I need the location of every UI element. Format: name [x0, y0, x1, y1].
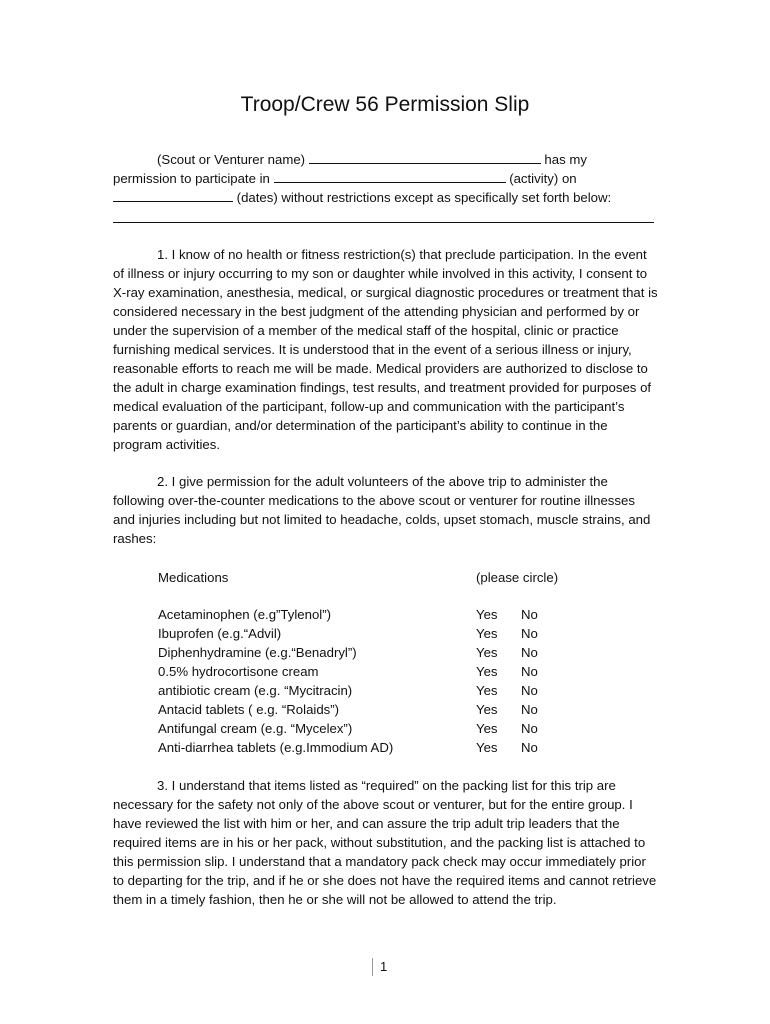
medication-row: [158, 605, 578, 624]
paragraph-2-text: 2. I give permission for the adult volunteers of the above trip to administer the following over-the-counter medications to the above scout or venturer for routine illnesses and injuries including but not limited to headache, colds, upset stomach, muscle strains, and rashes:: [113, 474, 651, 546]
medication-name: antibiotic cream (e.g. “Mycitracin): [158, 683, 353, 698]
no-option[interactable]: No: [521, 645, 538, 660]
medication-row: [158, 662, 578, 681]
please-circle-header: (please circle): [476, 570, 559, 585]
no-option[interactable]: No: [521, 721, 538, 736]
medication-row: [158, 719, 578, 738]
medication-row: [158, 643, 578, 662]
yes-option[interactable]: Yes: [476, 683, 498, 698]
medications-header: Medications: [158, 570, 229, 585]
no-option[interactable]: No: [521, 683, 538, 698]
scout-name-label: (Scout or Venturer name): [157, 152, 306, 167]
yes-option[interactable]: Yes: [476, 607, 498, 622]
no-option[interactable]: No: [521, 607, 538, 622]
dates-label: (dates) without restrictions except as specifically set forth below:: [236, 190, 612, 205]
yes-option[interactable]: Yes: [476, 664, 498, 679]
paragraph-2: [113, 472, 658, 548]
yes-option[interactable]: Yes: [476, 626, 498, 641]
yes-option[interactable]: Yes: [476, 702, 498, 717]
page-title: Troop/Crew 56 Permission Slip: [240, 93, 530, 116]
medication-name: Antifungal cream (e.g. “Mycelex”): [158, 721, 353, 736]
permission-label: permission to participate in: [113, 171, 270, 186]
no-option[interactable]: No: [521, 664, 538, 679]
medication-row: [158, 681, 578, 700]
medication-row: [158, 624, 578, 643]
intro-paragraph: [113, 150, 658, 207]
medication-name: Acetaminophen (e.g”Tylenol”): [158, 607, 331, 622]
dates-blank[interactable]: [113, 188, 233, 202]
medications-list: [158, 605, 578, 757]
no-option[interactable]: No: [521, 740, 538, 755]
activity-blank[interactable]: [274, 169, 506, 183]
medication-name: 0.5% hydrocortisone cream: [158, 664, 319, 679]
restrictions-line[interactable]: [113, 222, 654, 223]
scout-name-blank[interactable]: [309, 150, 541, 164]
medication-row: [158, 700, 578, 719]
no-option[interactable]: No: [521, 702, 538, 717]
medications-header-row: [158, 568, 578, 587]
yes-option[interactable]: Yes: [476, 740, 498, 755]
paragraph-1-text: 1. I know of no health or fitness restriction(s) that preclude participation. In the event of illness or injury occurring to my son or daughter while involved in this activity, I consent to X-ray examination, anesthesia, medical, or surgical diagnostic procedures or treatment that is considered necessary in the best judgment of the attending physician and performed by or under the supervision of a member of the medical staff of the hospital, clinic or practice furnishing medical services. It is understood that in the event of a serious illness or injury, reasonable efforts to reach me will be made. Medical providers are authorized to disclose to the adult in charge examination findings, test results, and treatment provided for purposes of medical evaluation of the participant, follow-up and communication with the participant’s parents or guardian, and/or determination of the participant’s ability to continue in the program activities.: [113, 247, 658, 452]
yes-option[interactable]: Yes: [476, 721, 498, 736]
medication-row: [158, 738, 578, 757]
yes-option[interactable]: Yes: [476, 645, 498, 660]
no-option[interactable]: No: [521, 626, 538, 641]
paragraph-3: [113, 776, 658, 909]
medication-name: Ibuprofen (e.g.“Advil): [158, 626, 282, 641]
activity-label: (activity) on: [509, 171, 577, 186]
paragraph-3-text: 3. I understand that items listed as “required” on the packing list for this trip are necessary for the safety not only of the above scout or venturer, but for the entire group. I have reviewed the list with him or her, and can assure the trip adult trip leaders that the required items are in his or her pack, without substitution, and the packing list is attached to this permission slip. I understand that a mandatory pack check may occur immediately prior to departing for the trip, and if he or she does not have the required items and cannot retrieve them in a timely fashion, then he or she will not be allowed to attend the trip.: [113, 778, 657, 907]
has-my-text: has my: [544, 152, 587, 167]
paragraph-1: [113, 245, 658, 454]
page-number: 1: [372, 958, 387, 976]
medication-name: Anti-diarrhea tablets (e.g.Immodium AD): [158, 740, 394, 755]
medication-name: Antacid tablets ( e.g. “Rolaids”): [158, 702, 340, 717]
medication-name: Diphenhydramine (e.g.“Benadryl”): [158, 645, 357, 660]
